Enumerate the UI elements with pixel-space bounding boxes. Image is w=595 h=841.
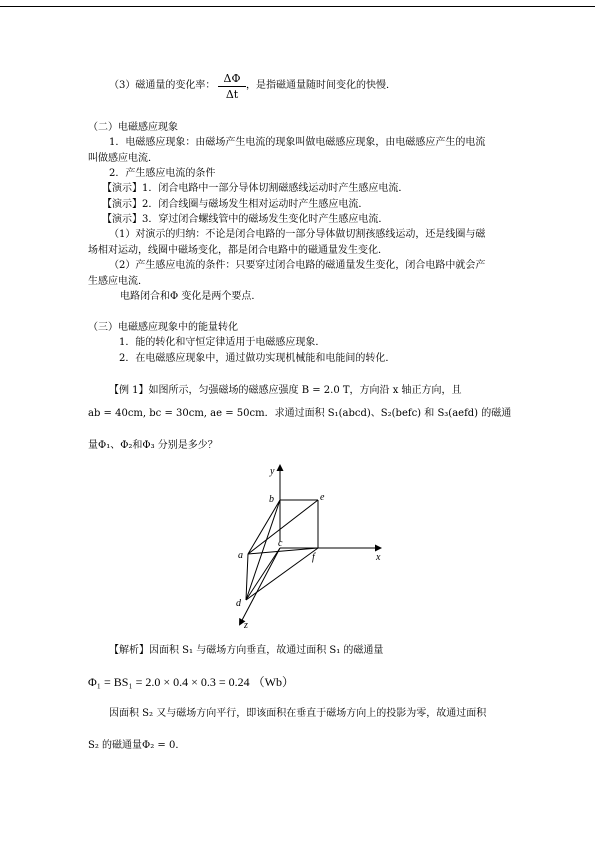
rate-fraction (218, 72, 246, 101)
demo-1: 【演示】1．闭合电路中一部分导体切割磁感线运动时产生感应电流． (102, 183, 409, 194)
label-f: f (312, 552, 315, 563)
s2-item1-line2: 叫做感应电流． (88, 153, 158, 164)
page-top-rule (0, 6, 595, 7)
s2-point1-line2: 场相对运动，线圈中磁场变化，都是闭合电路中的磁通量发生变化． (88, 245, 388, 256)
s2-item2: 2．产生感应电流的条件 (109, 168, 216, 179)
edge-ae (248, 500, 318, 554)
label-e: e (320, 492, 325, 503)
section2-title: （二）电磁感应现象 (88, 122, 178, 133)
example-line2: ab = 40cm, bc = 30cm, ae = 50cm．求通过面积 S₁(abcd)、S₂(befc) 和 S₃(aefd) 的磁通 (88, 408, 512, 419)
coordinate-figure (232, 462, 392, 632)
solution-line1: 【解析】因面积 S₁ 与磁场方向垂直，故通过面积 S₁ 的磁通量 (109, 645, 384, 656)
label-b: b (269, 494, 274, 505)
label-d: d (236, 598, 241, 609)
edge-af (248, 548, 318, 554)
label-x: x (376, 552, 381, 563)
s3-item2: 2．在电磁感应现象中，通过做功实现机械能和电能间的转化． (119, 353, 396, 364)
edge-dc (246, 548, 280, 600)
rate-text-after: ，是指磁通量随时间变化的快慢． (246, 80, 396, 91)
fraction-numerator: ΔΦ (218, 72, 246, 87)
s3-item1: 1．能的转化和守恒定律适用于电磁感应现象． (119, 337, 326, 348)
demo-3: 【演示】3．穿过闭合螺线管中的磁场发生变化时产生感应电流． (102, 214, 389, 225)
demo-2: 【演示】2．闭合线圈与磁场发生相对运动时产生感应电流． (102, 199, 369, 210)
s2-item1-line1: 1．电磁感应现象：由磁场产生电流的现象叫做电磁感应现象，由电磁感应产生的电流 (109, 137, 486, 148)
s2-point1-line1: （1）对演示的归纳：不论是闭合电路的一部分导体做切割孩感线运动，还是线圈与磁 (109, 229, 486, 240)
example-line3: 量Φ₁、Φ₂和Φ₃ 分别是多少？ (88, 440, 218, 451)
s2-point2-line2: 生感应电流． (88, 276, 148, 287)
s2-point2-line1: （2）产生感应电流的条件：只要穿过闭合电路的磁通量发生变化，闭合电路中就会产 (109, 260, 486, 271)
label-c: c (278, 538, 283, 549)
rate-text-before: （3）磁通量的变化率： (109, 80, 216, 91)
example-line1: 【例 1】如图所示，匀强磁场的磁感应强度 B = 2.0 T，方向沿 x 轴正方向，且 (109, 385, 462, 396)
rate-text-after-line (246, 80, 595, 92)
solution-line3: 因面积 S₂ 又与磁场方向平行，即该面积在垂直于磁场方向上的投影为零，故通过面积 (109, 708, 487, 719)
solution-formula: Φ₁ = BS₁ = 2.0 × 0.4 × 0.3 = 0.24 （Wb） (88, 675, 294, 689)
edge-bd (246, 500, 280, 600)
label-z: z (244, 620, 248, 631)
section3-title: （三）电磁感应现象中的能量转化 (88, 322, 238, 333)
fraction-denominator: Δt (225, 88, 239, 101)
edge-ad (246, 554, 248, 600)
label-y: y (270, 466, 275, 477)
solution-line4: S₂ 的磁通量Φ₂ = 0． (88, 740, 186, 751)
label-a: a (238, 550, 243, 561)
edge-df (246, 548, 318, 600)
s2-key-point: 电路闭合和Φ 变化是两个要点． (120, 291, 262, 302)
